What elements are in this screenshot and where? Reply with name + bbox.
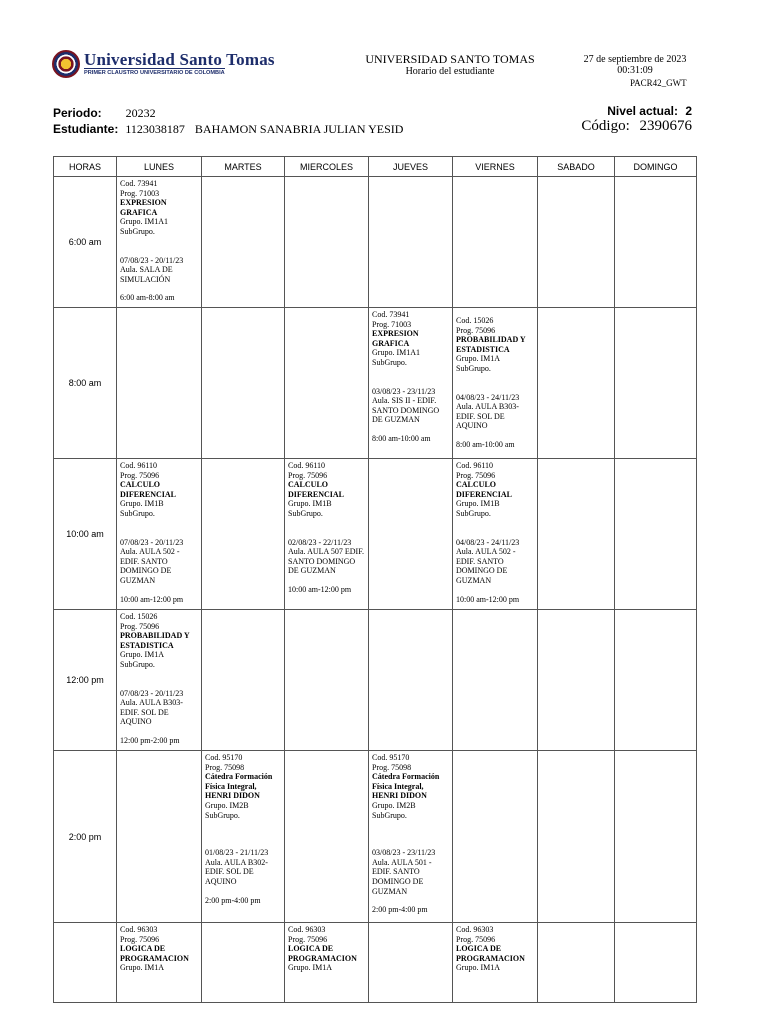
empty-cell bbox=[453, 751, 538, 923]
course-code: Cod. 15026 bbox=[120, 612, 158, 621]
class-time: 10:00 am-12:00 pm bbox=[288, 584, 352, 594]
date-range: 01/08/23 - 21/11/23 bbox=[205, 848, 269, 858]
course-title: CALCULO DIFERENCIAL bbox=[456, 480, 513, 499]
classroom: Aula. SALA DE SIMULACIÓN bbox=[120, 265, 173, 284]
table-row bbox=[54, 751, 697, 923]
class-cell bbox=[453, 308, 538, 459]
course-code: Cod. 96110 bbox=[120, 461, 158, 470]
empty-cell bbox=[615, 751, 697, 923]
empty-cell bbox=[615, 923, 697, 1003]
periodo-label: Periodo: bbox=[53, 106, 102, 120]
classroom: Aula. AULA 502 -EDIF. SANTO DOMINGO DE GUZMAN bbox=[120, 547, 180, 585]
date-range: 04/08/23 - 24/11/23 bbox=[456, 392, 520, 402]
empty-cell bbox=[538, 459, 615, 610]
class-time: 10:00 am-12:00 pm bbox=[456, 594, 520, 604]
program-code: Prog. 71003 bbox=[372, 319, 412, 329]
subgroup-label: SubGrupo. bbox=[120, 508, 155, 518]
spacer bbox=[372, 425, 449, 434]
course-title: LOGICA DE PROGRAMACION bbox=[456, 944, 525, 963]
spacer bbox=[288, 576, 365, 585]
spacer bbox=[120, 727, 198, 736]
group-label: Grupo. IM1B bbox=[120, 499, 164, 509]
empty-cell bbox=[538, 751, 615, 923]
class-time: 2:00 pm-4:00 pm bbox=[205, 895, 261, 905]
nivel-label: Nivel actual: bbox=[607, 104, 678, 118]
spacer bbox=[372, 896, 449, 905]
class-time: 6:00 am-8:00 am bbox=[120, 293, 175, 303]
date-range: 02/08/23 - 22/11/23 bbox=[288, 537, 352, 547]
program-code: Prog. 75098 bbox=[205, 762, 245, 772]
logo-subtitle: PRIMER CLAUSTRO UNIVERSITARIO DE COLOMBIA bbox=[84, 70, 225, 76]
course-title: LOGICA DE PROGRAMACION bbox=[120, 944, 189, 963]
spacer bbox=[372, 368, 449, 387]
program-code: Prog. 75096 bbox=[456, 325, 496, 335]
course-title: CALCULO DIFERENCIAL bbox=[288, 480, 345, 499]
spacer bbox=[456, 519, 534, 538]
hour-cell: 8:00 am bbox=[54, 308, 117, 459]
empty-cell bbox=[285, 610, 369, 751]
classroom: Aula. AULA B303-EDIF. SOL DE AQUINO bbox=[456, 402, 519, 431]
hour-cell: 6:00 am bbox=[54, 177, 117, 308]
codigo-value: 2390676 bbox=[639, 118, 692, 134]
subgroup-label: SubGrupo. bbox=[456, 508, 491, 518]
course-code: Cod. 96110 bbox=[288, 461, 326, 470]
date-range: 03/08/23 - 23/11/23 bbox=[372, 386, 436, 396]
course-title: CALCULO DIFERENCIAL bbox=[120, 480, 177, 499]
date-range: 07/08/23 - 20/11/23 bbox=[120, 255, 184, 265]
course-code: Cod. 73941 bbox=[372, 310, 410, 319]
table-row bbox=[54, 459, 697, 610]
logo-name: Universidad Santo Tomas bbox=[84, 50, 275, 69]
empty-cell bbox=[285, 177, 369, 308]
empty-cell bbox=[202, 177, 285, 308]
periodo-value: 20232 bbox=[125, 106, 156, 120]
col-header-viernes: VIERNES bbox=[453, 157, 538, 177]
classroom: Aula. AULA 507 EDIF. SANTO DOMINGO DE GUZMAN bbox=[288, 547, 365, 576]
class-cell bbox=[369, 308, 453, 459]
group-label: Grupo. IM1A1 bbox=[120, 217, 168, 227]
table-row bbox=[54, 610, 697, 751]
spacer bbox=[120, 237, 198, 256]
course-title: PROBABILIDAD Y ESTADISTICA bbox=[456, 335, 526, 354]
empty-cell bbox=[538, 923, 615, 1003]
subgroup-label: SubGrupo. bbox=[372, 357, 407, 367]
table-row bbox=[54, 177, 697, 308]
spacer bbox=[456, 431, 534, 440]
student-name: BAHAMON SANABRIA JULIAN YESID bbox=[194, 122, 404, 136]
course-title: EXPRESION GRAFICA bbox=[120, 198, 167, 217]
program-code: Prog. 75096 bbox=[120, 621, 160, 631]
course-code: Cod. 95170 bbox=[205, 753, 243, 762]
empty-cell bbox=[538, 177, 615, 308]
spacer bbox=[456, 586, 534, 595]
col-header-horas: HORAS bbox=[54, 157, 117, 177]
group-label: Grupo. IM1A1 bbox=[372, 348, 420, 358]
university-seal-icon bbox=[52, 50, 80, 78]
group-label: Grupo. IM1A bbox=[456, 963, 500, 973]
group-label: Grupo. IM1B bbox=[456, 499, 500, 509]
codigo-label: Código: bbox=[581, 118, 630, 134]
empty-cell bbox=[615, 610, 697, 751]
class-cell bbox=[453, 459, 538, 610]
empty-cell bbox=[202, 923, 285, 1003]
empty-cell bbox=[117, 308, 202, 459]
empty-cell bbox=[202, 459, 285, 610]
program-code: Prog. 75098 bbox=[372, 762, 412, 772]
program-code: Prog. 71003 bbox=[120, 188, 160, 198]
empty-cell bbox=[369, 923, 453, 1003]
report-time: 00:31:09 bbox=[617, 65, 653, 76]
university-logo bbox=[52, 50, 275, 80]
date-range: 03/08/23 - 23/11/23 bbox=[372, 848, 436, 858]
empty-cell bbox=[615, 177, 697, 308]
class-time: 8:00 am-10:00 am bbox=[372, 433, 431, 443]
course-title: EXPRESION GRAFICA bbox=[372, 329, 419, 348]
course-code: Cod. 15026 bbox=[456, 316, 494, 325]
col-header-martes: MARTES bbox=[202, 157, 285, 177]
class-cell bbox=[117, 923, 202, 1003]
spacer bbox=[205, 887, 281, 896]
empty-cell bbox=[453, 177, 538, 308]
empty-cell bbox=[538, 308, 615, 459]
course-code: Cod. 96303 bbox=[288, 925, 326, 934]
report-subtitle: Horario del estudiante bbox=[405, 66, 495, 77]
class-time: 8:00 am-10:00 am bbox=[456, 439, 515, 449]
subgroup-label: SubGrupo. bbox=[120, 659, 155, 669]
col-header-domingo: DOMINGO bbox=[615, 157, 697, 177]
course-title: PROBABILIDAD Y ESTADISTICA bbox=[120, 631, 190, 650]
date-range: 07/08/23 - 20/11/23 bbox=[120, 537, 184, 547]
table-row bbox=[54, 308, 697, 459]
empty-cell bbox=[285, 308, 369, 459]
hour-cell: 2:00 pm bbox=[54, 751, 117, 923]
spacer bbox=[205, 820, 281, 848]
group-label: Grupo. IM1A bbox=[456, 354, 500, 364]
course-code: Cod. 95170 bbox=[372, 753, 410, 762]
report-title: UNIVERSIDAD SANTO TOMAS bbox=[365, 52, 535, 66]
hour-cell bbox=[54, 923, 117, 1003]
spacer bbox=[120, 670, 198, 689]
course-code: Cod. 96110 bbox=[456, 461, 494, 470]
col-header-lunes: LUNES bbox=[117, 157, 202, 177]
program-code: Prog. 75096 bbox=[456, 934, 496, 944]
course-title: LOGICA DE PROGRAMACION bbox=[288, 944, 357, 963]
group-label: Grupo. IM1A bbox=[120, 963, 164, 973]
subgroup-label: SubGrupo. bbox=[288, 508, 323, 518]
empty-cell bbox=[369, 459, 453, 610]
spacer bbox=[372, 820, 449, 848]
empty-cell bbox=[285, 751, 369, 923]
spacer bbox=[120, 284, 198, 293]
program-code: Prog. 75096 bbox=[120, 934, 160, 944]
empty-cell bbox=[615, 308, 697, 459]
col-header-miercoles: MIERCOLES bbox=[285, 157, 369, 177]
schedule-table bbox=[53, 156, 697, 1003]
spacer bbox=[120, 586, 198, 595]
header-row bbox=[54, 157, 697, 177]
course-title: Cátedra Formación Física Integral, HENRI DIDON bbox=[372, 772, 440, 801]
subgroup-label: SubGrupo. bbox=[456, 363, 491, 373]
nivel-row bbox=[607, 104, 692, 118]
class-cell bbox=[117, 610, 202, 751]
empty-cell bbox=[117, 751, 202, 923]
empty-cell bbox=[202, 610, 285, 751]
program-code: Prog. 75096 bbox=[456, 470, 496, 480]
spacer bbox=[288, 519, 365, 538]
report-date: 27 de septiembre de 2023 bbox=[583, 54, 687, 65]
class-cell bbox=[285, 923, 369, 1003]
class-cell bbox=[117, 177, 202, 308]
subgroup-label: SubGrupo. bbox=[120, 226, 155, 236]
table-row bbox=[54, 923, 697, 1003]
group-label: Grupo. IM2B bbox=[372, 800, 416, 810]
classroom: Aula. SIS II - EDIF. SANTO DOMINGO DE GUZMAN bbox=[372, 396, 440, 425]
program-code: Prog. 75096 bbox=[288, 934, 328, 944]
class-cell bbox=[285, 459, 369, 610]
empty-cell bbox=[202, 308, 285, 459]
nivel-value: 2 bbox=[685, 104, 692, 118]
subgroup-label: SubGrupo. bbox=[372, 810, 407, 820]
group-label: Grupo. IM2B bbox=[205, 800, 249, 810]
program-code: Prog. 75096 bbox=[120, 470, 160, 480]
spacer bbox=[456, 374, 534, 393]
empty-cell bbox=[369, 177, 453, 308]
class-cell bbox=[453, 923, 538, 1003]
subgroup-label: SubGrupo. bbox=[205, 810, 240, 820]
course-code: Cod. 96303 bbox=[120, 925, 158, 934]
student-id: 1123038187 bbox=[125, 122, 185, 136]
empty-cell bbox=[615, 459, 697, 610]
estudiante-row bbox=[53, 120, 403, 138]
group-label: Grupo. IM1A bbox=[288, 963, 332, 973]
program-code: Prog. 75096 bbox=[288, 470, 328, 480]
class-time: 2:00 pm-4:00 pm bbox=[372, 905, 428, 915]
class-cell bbox=[369, 751, 453, 923]
class-cell bbox=[202, 751, 285, 923]
col-header-jueves: JUEVES bbox=[369, 157, 453, 177]
spacer bbox=[120, 519, 198, 538]
col-header-sabado: SABADO bbox=[538, 157, 615, 177]
group-label: Grupo. IM1A bbox=[120, 650, 164, 660]
hour-cell: 10:00 am bbox=[54, 459, 117, 610]
course-code: Cod. 96303 bbox=[456, 925, 494, 934]
group-label: Grupo. IM1B bbox=[288, 499, 332, 509]
empty-cell bbox=[538, 610, 615, 751]
class-cell bbox=[117, 459, 202, 610]
date-range: 07/08/23 - 20/11/23 bbox=[120, 688, 184, 698]
classroom: Aula. AULA B303-EDIF. SOL DE AQUINO bbox=[120, 698, 183, 727]
report-code: PACR42_GWT bbox=[630, 78, 687, 88]
estudiante-label: Estudiante: bbox=[53, 122, 119, 136]
classroom: Aula. AULA B302- EDIF. SOL DE AQUINO bbox=[205, 857, 268, 886]
codigo-row bbox=[581, 118, 692, 135]
hour-cell: 12:00 pm bbox=[54, 610, 117, 751]
course-code: Cod. 73941 bbox=[120, 179, 158, 188]
class-time: 12:00 pm-2:00 pm bbox=[120, 735, 180, 745]
empty-cell bbox=[453, 610, 538, 751]
classroom: Aula. AULA 501 - EDIF. SANTO DOMINGO DE GUZMAN bbox=[372, 857, 432, 896]
class-time: 10:00 am-12:00 pm bbox=[120, 594, 184, 604]
course-title: Cátedra Formación Física Integral, HENRI DIDON bbox=[205, 772, 273, 801]
empty-cell bbox=[369, 610, 453, 751]
classroom: Aula. AULA 502 -EDIF. SANTO DOMINGO DE GUZMAN bbox=[456, 547, 516, 585]
date-range: 04/08/23 - 24/11/23 bbox=[456, 537, 520, 547]
